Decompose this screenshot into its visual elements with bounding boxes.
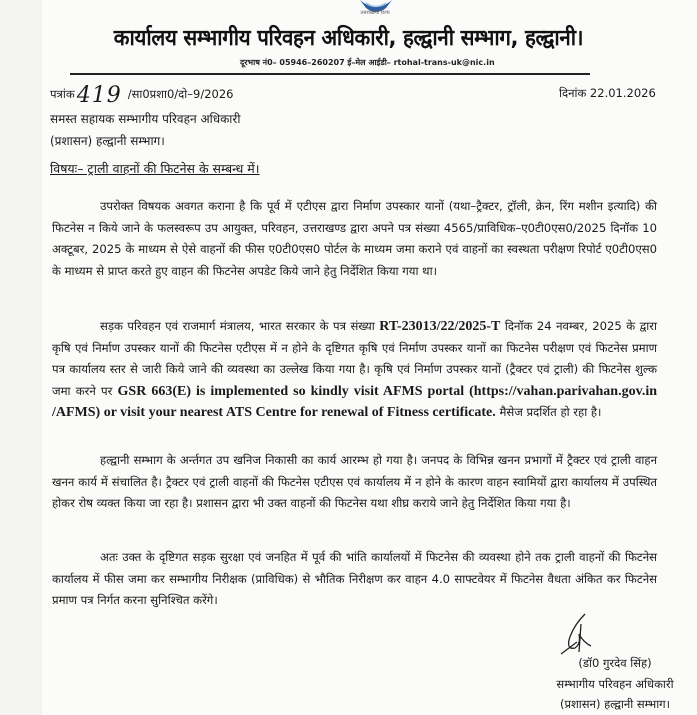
paragraph-text: अतः उक्त के दृष्टिगत सड़क सुरक्षा एवं जनहित में पूर्व की भांति कार्यालयों में फिटनेस की व्यवस्था होने तक ट्राली वाहनों की फिटनेस कार्यालय में फीस जमा कर सम्भागीय निरीक्षक (प्राविधिक) से भौतिक निरीक्षण कर वाहन 4.0 साफ्टवेयर में फिटनेस वैधता अंकित कर फिटनेस प्रमाण पत्र निर्गत करना सुनिश्चित करेंगे।: [52, 550, 657, 607]
signatory-name: (डॉ0 गुरदेव सिंह): [578, 656, 652, 670]
addressee-line: समस्त सहायक सम्भागीय परिवहन अधिकारी: [50, 112, 241, 126]
letter-date: दिनांक 22.01.2026: [559, 86, 656, 100]
reference-label: पत्रांक: [50, 87, 75, 101]
body-paragraph: [52, 196, 657, 282]
office-contact: दूरभाष नं0– 05946–260207 ई–मेल आईडी– rtohal-trans-uk@nic.in: [240, 58, 495, 67]
letter-reference: [50, 83, 233, 108]
body-paragraph: [52, 450, 657, 515]
signatory-designation: सम्भागीय परिवहन अधिकारी: [556, 677, 674, 691]
reference-number: 419: [76, 83, 122, 108]
body-paragraph: [52, 547, 657, 612]
paragraph-text: उपरोक्त विषयक अवगत कराना है कि पूर्व में एटीएस द्वारा निर्माण उपस्कार यानों (यथा–ट्रैक्टर, ट्रॉली, क्रेन, रिंग मशीन इत्यादि) की फिटनेस न किये जाने के फलस्वरूप उप आयुक्त, परिवहन, उत्तराखण्ड द्वारा अपने पत्र संख्या 4565/प्राविधिक–ए0टी0एस0/2025 दिनॉक 10 अक्टूबर, 2025 के माध्यम से ऐसे वाहनों की फीस ए0टी0एस0 पोर्टल के माध्यम जमा कराने एवं वाहनों का स्वस्थता परीक्षण रिपोर्ट ए0टी0एस0 के माध्यम से प्राप्त करते हुए वाहन की फिटनेस अपडेट किये जाने हेतु निर्देशित किया गया था।: [52, 199, 657, 278]
office-title: कार्यालय सम्भागीय परिवहन अधिकारी, हल्द्वानी सम्भाग, हल्द्वानी।: [113, 26, 584, 51]
portal-message: GSR 663(E) is implemented so kindly visit AFMS portal (https://vahan.parivahan.gov.in /AFMS) or visit your nearest ATS Centre for renewal of Fitness certificate.: [52, 383, 657, 420]
header-divider: [70, 73, 590, 75]
letter-subject: विषयः– ट्राली वाहनों की फिटनेस के सम्बन्ध में।: [50, 161, 260, 176]
paragraph-text: दिनॉक 24 नवम्बर, 2025 के द्वारा कृषि एवं निर्माण उपस्कर यानों की फिटनेस एटीएस में न होने के दृष्टिगत कृषि एवं निर्माण उपस्कर यानों का फिटनेस परीक्षण एवं फिटनेस प्रमाण पत्र कार्यालय स्तर से जारी किये जाने की व्यवस्था का उल्लेख किया गया है। कृषि एवं निर्माण उपस्कर यानों (ट्रैक्टर एवं ट्राली) की फिटनेस शुल्क जमा करने पर: [52, 319, 658, 398]
paragraph-text: सड़क परिवहन एवं राजमार्ग मंत्रालय, भारत सरकार के पत्र संख्या: [100, 319, 375, 333]
ministry-letter-ref: RT-23013/22/2025-T: [379, 319, 501, 334]
body-paragraph: [52, 316, 657, 424]
paragraph-text: हल्द्वानी सम्भाग के अर्न्तगत उप खनिज निकासी का कार्य आरम्भ हो गया है। जनपद के विभिन्न खनन प्रभागों में ट्रैक्टर एवं ट्राली वाहन खनन कार्य में संचालित है। ट्रैक्टर एवं ट्राली वाहनों की फिटनेस एटीएस एवं कार्यालय में न होने के कारण वाहन स्वामियों द्वारा कार्यालय में उपस्थित होकर रोष व्यक्त किया जा रहा है। प्रशासन द्वारा भी उक्त वाहनों की फिटनेस यथा शीघ्र कराये जाने हेतु निर्देशित किया गया है।: [52, 453, 657, 510]
addressee-line: (प्रशासन) हल्द्वानी सम्भाग।: [50, 134, 165, 148]
reference-suffix: /सा0प्रशा0/दो–9/2026: [127, 87, 234, 101]
emblem-caption: उत्तराखण्ड राज्य: [360, 10, 390, 16]
signatory-office: (प्रशासन) हल्द्वानी सम्भाग।: [559, 697, 671, 711]
handwritten-signature: [555, 612, 605, 656]
paragraph-text: मैसेज प्रदर्शित हो रहा है।: [499, 405, 602, 419]
